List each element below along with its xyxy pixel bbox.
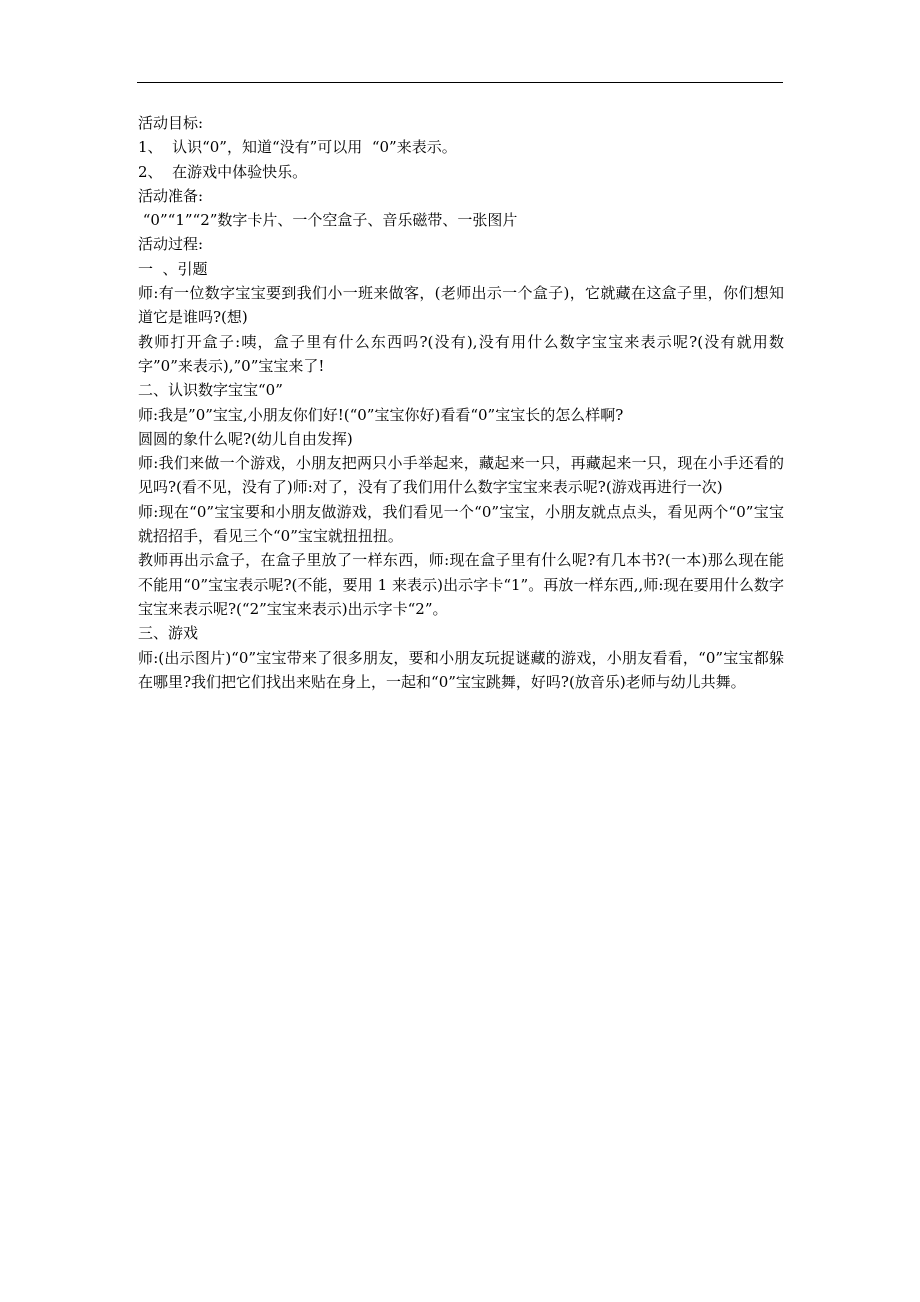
goal-item-2: 2、 在游戏中体验快乐。 [138, 162, 308, 181]
paragraph: 教师打开盒子:咦，盒子里有什么东西吗?(没有),没有用什么数字宝宝来表示呢?(没有就用数字”0”来表示),”0”宝宝来了! [138, 332, 784, 375]
paragraph: 师:我是”0”宝宝,小朋友你们好!(“0”宝宝你好)看看“0”宝宝长的怎么样啊? [138, 405, 624, 424]
section-heading-preparation: 活动准备: [138, 186, 204, 205]
paragraph: 师:我们来做一个游戏，小朋友把两只小手举起来，藏起来一只，再藏起来一只，现在小手还看的见吗?(看不见，没有了)师:对了，没有了我们用什么数字宝宝来表示呢?(游戏再进行一次) [138, 454, 784, 497]
paragraph: 师:现在“0”宝宝要和小朋友做游戏，我们看见一个“0”宝宝，小朋友就点点头，看见两个“0”宝宝就招招手，看见三个“0”宝宝就扭扭扭。 [138, 502, 784, 546]
step-heading-intro: 一 、引题 [138, 259, 208, 278]
goal-item-1: 1、 认识“0”，知道“没有”可以用 “0”来表示。 [138, 138, 457, 157]
section-heading-goals: 活动目标: [138, 114, 204, 132]
paragraph: 教师再出示盒子，在盒子里放了一样东西，师:现在盒子里有什么呢?有几本书?(一本)那么现在能不能用“0”宝宝表示呢?(不能，要用 1 来表示)出示字卡“1”。再放一样东西,,师:现在要用什么数字宝宝来表示呢?(“2”宝宝来表示)出示字卡“2”。 [138, 551, 784, 618]
paragraph: 师:有一位数字宝宝要到我们小一班来做客，(老师出示一个盒子)，它就藏在这盒子里，你们想知道它是谁吗?(想) [138, 284, 784, 327]
step-heading-recognize: 二、认识数字宝宝“0” [138, 381, 283, 400]
document-body [138, 111, 784, 694]
preparation-materials: “0”“1”“2”数字卡片、一个空盒子、音乐磁带、一张图片 [138, 211, 518, 230]
paragraph: 圆圆的象什么呢?(幼儿自由发挥) [138, 429, 353, 448]
paragraph: 师:(出示图片)“0”宝宝带来了很多朋友，要和小朋友玩捉谜藏的游戏，小朋友看看，“0”宝宝都躲在哪里?我们把它们找出来贴在身上，一起和“0”宝宝跳舞，好吗?(放音乐)老师与幼儿共舞。 [138, 648, 784, 691]
step-heading-game: 三、游戏 [138, 624, 199, 643]
section-heading-process: 活动过程: [138, 235, 204, 254]
header-rule [137, 82, 783, 83]
